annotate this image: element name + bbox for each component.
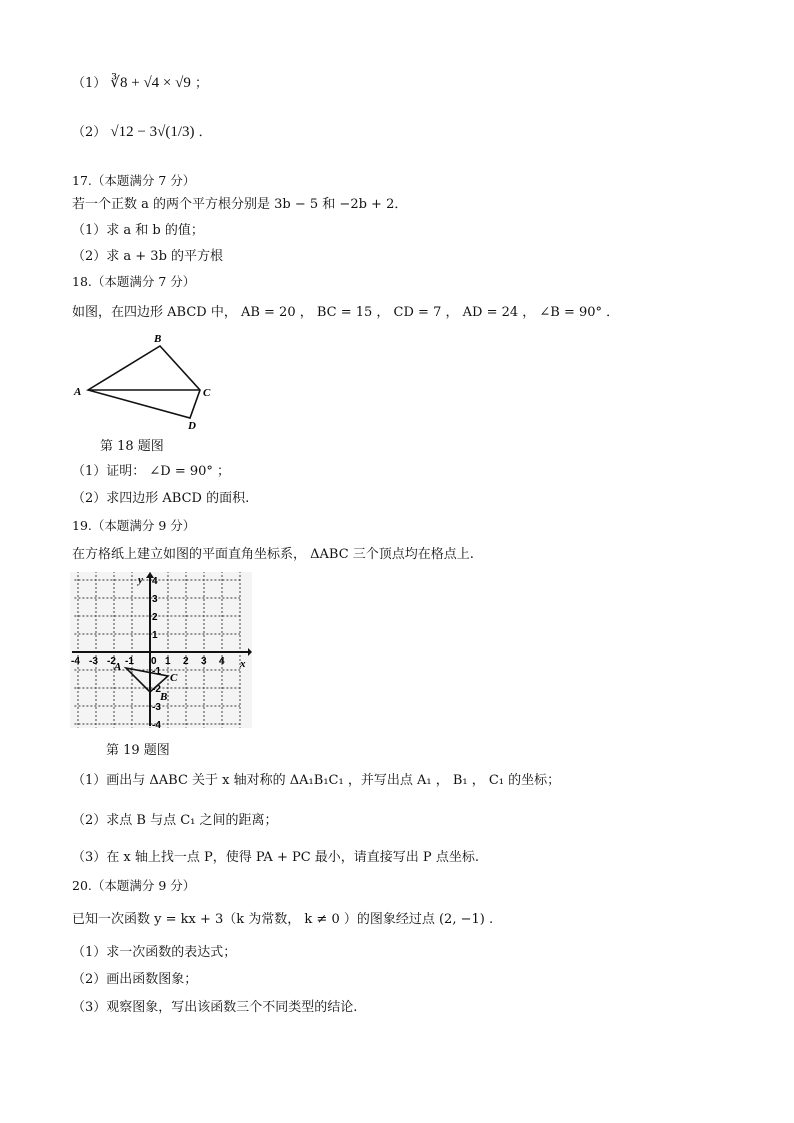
y-tick-label: 1 [152, 630, 158, 641]
problem-20-header: 20.（本题满分 9 分） [72, 878, 196, 893]
y-tick-label: -2 [152, 684, 161, 695]
problem-20-q1: （1）求一次函数的表达式； [72, 945, 237, 960]
figure-18-quadrilateral [70, 332, 220, 432]
problem-17-stem: 若一个正数 a 的两个平方根分别是 3b − 5 和 −2b + 2． [72, 197, 408, 212]
y-tick-label: -4 [152, 720, 161, 728]
problem-17-q1: （1）求 a 和 b 的值； [72, 223, 204, 238]
x-tick-label: -1 [125, 656, 134, 667]
y-tick-label: 3 [152, 594, 158, 605]
x-tick-label: 0 [151, 656, 157, 667]
item-tail: ； [195, 76, 209, 91]
label-point-a: A [114, 661, 122, 673]
expression: √12 − 3√(1/3) [110, 124, 195, 140]
y-tick-label: 4 [152, 576, 158, 587]
problem-20-q3: （3）观察图象，写出该函数三个不同类型的结论. [72, 1000, 358, 1015]
figure-19-caption: 第 19 题图 [106, 743, 170, 758]
item-tail: ． [198, 125, 212, 140]
x-tick-label: 1 [165, 656, 171, 667]
x-axis-label: x [240, 658, 246, 670]
x-tick-label: 2 [183, 656, 189, 667]
problem-16-item-2 [72, 123, 212, 142]
problem-20-stem: 已知一次函数 y = kx + 3（k 为常数， k ≠ 0 ）的图象经过点 (2, −1) . [72, 912, 494, 927]
label-b: B [154, 333, 162, 345]
problem-18-q1: （1）证明： ∠D = 90° ； [72, 464, 231, 479]
figure-19-coordinate-grid [70, 572, 252, 728]
x-tick-label: -3 [89, 656, 98, 667]
problem-18-stem: 如图，在四边形 ABCD 中， AB = 20 ， BC = 15 ， CD = 7 ， AD = 24 ， ∠B = 90° ． [72, 305, 620, 320]
problem-18-q2: （2）求四边形 ABCD 的面积. [72, 491, 250, 506]
y-tick-label: -1 [152, 666, 161, 677]
item-label: （2） [72, 125, 107, 140]
problem-18-header: 18.（本题满分 7 分） [72, 274, 196, 289]
problem-19-header: 19.（本题满分 9 分） [72, 518, 196, 533]
x-tick-label: 3 [201, 656, 207, 667]
y-axis-label: y [138, 574, 143, 586]
problem-20-q2: （2）画出函数图象； [72, 972, 198, 987]
problem-16-item-1 [72, 74, 208, 93]
item-label: （1） [72, 76, 107, 91]
expression: ∛8 + √4 × √9 [110, 75, 191, 91]
label-point-c: C [170, 672, 178, 684]
label-a: A [74, 386, 82, 398]
x-tick-label: -4 [71, 656, 80, 667]
x-tick-label: -2 [107, 656, 116, 667]
problem-19-stem: 在方格纸上建立如图的平面直角坐标系， ΔABC 三个顶点均在格点上. [72, 547, 474, 562]
problem-19-q1: （1）画出与 ΔABC 关于 x 轴对称的 ΔA₁B₁C₁ ，并写出点 A₁ ， B₁ ， C₁ 的坐标； [72, 773, 561, 788]
problem-17-q2: （2）求 a + 3b 的平方根 [72, 249, 224, 264]
problem-17-header: 17.（本题满分 7 分） [72, 173, 196, 188]
y-tick-label: -3 [152, 702, 161, 713]
label-d: D [188, 420, 196, 432]
y-tick-label: 2 [152, 612, 158, 623]
problem-19-q3: （3）在 x 轴上找一点 P，使得 PA + PC 最小，请直接写出 P 点坐标. [72, 850, 479, 865]
x-tick-label: 4 [219, 656, 225, 667]
label-point-b: B [160, 691, 168, 703]
quadrilateral-abcd [88, 346, 200, 418]
problem-19-q2: （2）求点 B 与点 C₁ 之间的距离； [72, 813, 278, 828]
x-tick-labels [71, 656, 225, 667]
label-c: C [203, 387, 211, 399]
x-axis-arrow-icon [248, 648, 252, 656]
figure-18-caption: 第 18 题图 [100, 439, 164, 454]
